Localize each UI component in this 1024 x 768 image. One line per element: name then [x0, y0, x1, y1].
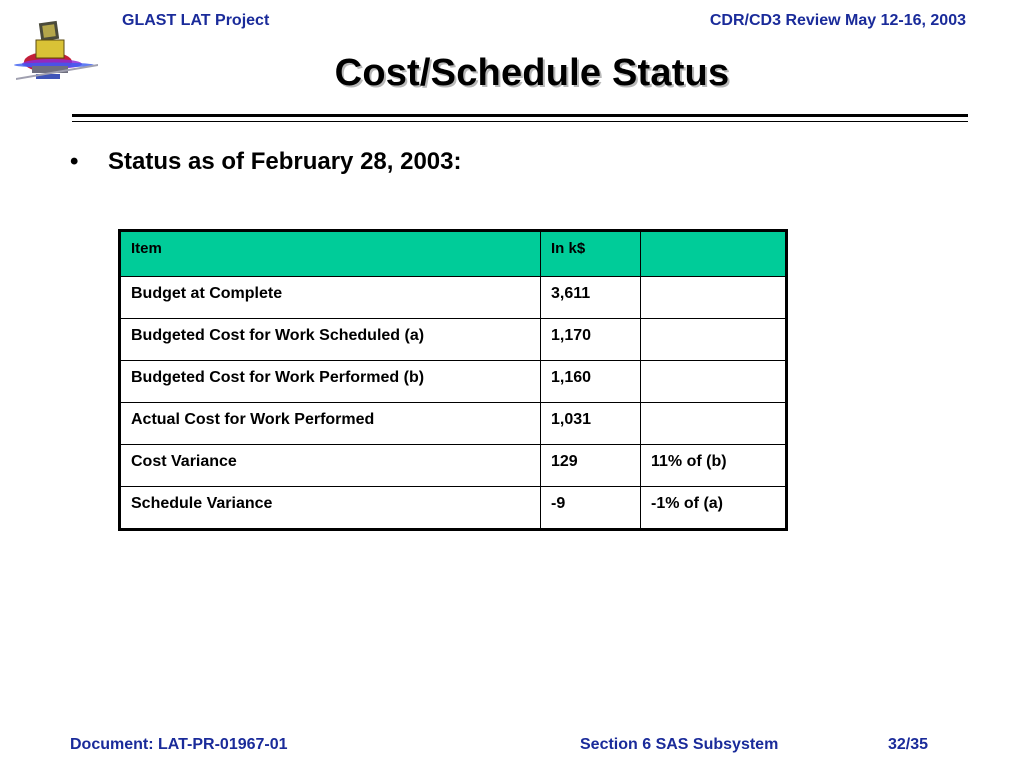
item-cell: Budget at Complete	[120, 277, 541, 319]
value-cell: 1,031	[541, 403, 641, 445]
note-cell	[641, 361, 787, 403]
table-row	[120, 445, 787, 487]
note-cell	[641, 403, 787, 445]
note-cell	[641, 319, 787, 361]
cost-schedule-table	[118, 229, 788, 531]
bullet-dot: •	[70, 148, 79, 175]
value-cell: 129	[541, 445, 641, 487]
table-row	[120, 487, 787, 530]
note-cell: 11% of (b)	[641, 445, 787, 487]
note-cell: -1% of (a)	[641, 487, 787, 530]
status-bullet-text: Status as of February 28, 2003:	[108, 148, 462, 175]
table-header-row	[120, 231, 787, 277]
status-bullet	[70, 148, 461, 176]
value-cell: -9	[541, 487, 641, 530]
item-cell: Cost Variance	[120, 445, 541, 487]
header-note	[641, 231, 787, 277]
project-header: GLAST LAT Project	[122, 12, 270, 29]
slide-title: Cost/Schedule Status	[334, 52, 730, 94]
table-row	[120, 361, 787, 403]
item-cell: Actual Cost for Work Performed	[120, 403, 541, 445]
item-cell: Schedule Variance	[120, 487, 541, 530]
item-cell: Budgeted Cost for Work Performed (b)	[120, 361, 541, 403]
review-header: CDR/CD3 Review May 12-16, 2003	[709, 12, 966, 29]
value-cell: 1,160	[541, 361, 641, 403]
item-cell: Budgeted Cost for Work Scheduled (a)	[120, 319, 541, 361]
note-cell	[641, 277, 787, 319]
table-row	[120, 319, 787, 361]
table-row	[120, 277, 787, 319]
header-item: Item	[120, 231, 541, 277]
table-row	[120, 403, 787, 445]
header-value: In k$	[541, 231, 641, 277]
title-divider	[72, 114, 968, 122]
footer-document-id: Document: LAT-PR-01967-01	[70, 736, 288, 753]
value-cell: 1,170	[541, 319, 641, 361]
value-cell: 3,611	[541, 277, 641, 319]
footer-section: Section 6 SAS Subsystem	[580, 736, 779, 753]
footer-page-number: 32/35	[888, 736, 929, 753]
